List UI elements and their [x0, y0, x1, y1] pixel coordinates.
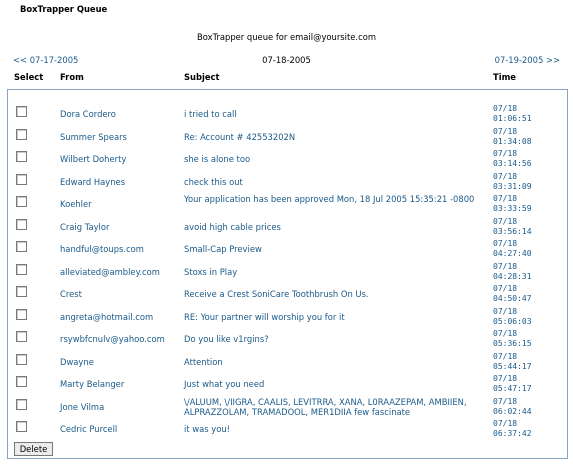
row-select-checkbox[interactable]	[16, 331, 27, 342]
row-date-value: 07/18	[493, 374, 518, 383]
delete-button[interactable]: Delete	[14, 442, 53, 456]
queue-for-label: BoxTrapper queue for email@yoursite.com	[197, 32, 376, 42]
table-row	[8, 170, 567, 192]
row-time-value: 01:34:08	[493, 136, 532, 146]
next-day-link[interactable]: 07-19-2005 >>	[494, 55, 560, 65]
row-from[interactable]: handful@toups.com	[60, 244, 144, 254]
row-from[interactable]: Crest	[60, 289, 82, 299]
row-time	[493, 307, 532, 327]
row-subject[interactable]: \/ALUUM, \/IIGRA, CAALIS, LEVITRRA, XANA, L0RAAZEPAM, AMBIIEN, ALPRAZZOLAM, TRAMADOOL, MER1DIIA few fascinate	[184, 396, 467, 417]
row-subject[interactable]: avoid high cable prices	[184, 221, 281, 232]
table-row	[8, 237, 567, 259]
row-from[interactable]: Marty Belanger	[60, 379, 125, 389]
row-from[interactable]: Jone Vilma	[60, 401, 105, 412]
row-time	[493, 149, 532, 169]
header-select: Select	[14, 72, 44, 82]
row-from[interactable]: Dwayne	[60, 356, 94, 367]
header-subject: Subject	[184, 72, 220, 82]
row-time-value: 04:27:40	[493, 249, 532, 258]
row-from[interactable]: Dora Cordero	[60, 109, 116, 119]
row-time	[493, 284, 532, 304]
row-time	[493, 374, 532, 394]
row-date-value: 07/18	[493, 284, 518, 293]
row-date-value: 07/18	[493, 126, 518, 136]
row-subject[interactable]: she is alone too	[184, 154, 251, 164]
table-row	[8, 125, 567, 147]
table-row	[8, 192, 567, 214]
row-select-checkbox[interactable]	[16, 219, 27, 230]
queue-table	[7, 89, 568, 459]
row-date-value: 07/18	[493, 306, 518, 316]
table-row	[8, 305, 567, 327]
row-select-checkbox[interactable]	[16, 421, 27, 432]
row-subject[interactable]: Attention	[184, 356, 223, 367]
row-time	[493, 172, 532, 192]
row-time	[493, 329, 532, 349]
row-time	[493, 127, 532, 147]
row-time-value: 05:06:03	[493, 316, 532, 326]
row-time	[493, 352, 532, 372]
row-time-value: 03:33:59	[493, 204, 532, 213]
table-row	[8, 395, 567, 417]
row-select-checkbox[interactable]	[16, 399, 27, 410]
row-select-checkbox[interactable]	[16, 129, 27, 140]
row-time-value: 04:28:31	[493, 271, 532, 281]
row-time-value: 03:56:14	[493, 226, 532, 236]
row-date-value: 07/18	[493, 239, 518, 248]
row-select-checkbox[interactable]	[16, 264, 27, 275]
row-select-checkbox[interactable]	[16, 354, 27, 365]
row-subject[interactable]: Re: Account # 42553202N	[184, 131, 296, 142]
row-date-value: 07/18	[493, 104, 518, 113]
row-date-value: 07/18	[493, 171, 518, 181]
row-time	[493, 194, 532, 214]
row-time	[493, 217, 532, 237]
row-subject[interactable]: Your application has been approved Mon, 18 Jul 2005 15:35:21 -0800	[184, 194, 475, 204]
row-subject[interactable]: i tried to call	[184, 109, 237, 119]
row-select-checkbox[interactable]	[16, 241, 27, 252]
row-from[interactable]: Wilbert Doherty	[60, 154, 127, 164]
row-subject[interactable]: Small-Cap Preview	[184, 244, 262, 254]
row-select-checkbox[interactable]	[16, 309, 27, 320]
table-row	[8, 260, 567, 282]
row-time-value: 03:31:09	[493, 181, 532, 191]
row-time-value: 05:47:17	[493, 384, 532, 393]
row-date-value: 07/18	[493, 351, 518, 361]
current-date: 07-18-2005	[262, 55, 311, 65]
row-subject[interactable]: Stoxs in Play	[184, 266, 238, 277]
row-from[interactable]: Cedric Purcell	[60, 424, 118, 434]
row-subject[interactable]: Receive a Crest SoniCare Toothbrush On Us.	[184, 289, 369, 299]
row-date-value: 07/18	[493, 329, 518, 338]
row-time-value: 06:02:44	[493, 406, 532, 416]
row-from[interactable]: Summer Spears	[60, 131, 127, 142]
row-select-checkbox[interactable]	[16, 376, 27, 387]
row-date-value: 07/18	[493, 194, 518, 203]
row-from[interactable]: rsywbfcnulv@yahoo.com	[60, 334, 165, 344]
row-date-value: 07/18	[493, 216, 518, 226]
row-time	[493, 239, 532, 259]
row-time	[493, 397, 532, 417]
row-subject[interactable]: Do you like v1rgins?	[184, 334, 269, 344]
row-select-checkbox[interactable]	[16, 286, 27, 297]
row-subject[interactable]: check this out	[184, 176, 243, 187]
row-date-value: 07/18	[493, 396, 518, 406]
row-time-value: 04:50:47	[493, 294, 532, 303]
table-row	[8, 372, 567, 394]
row-from[interactable]: Craig Taylor	[60, 221, 110, 232]
row-subject[interactable]: Just what you need	[184, 379, 265, 389]
row-time	[493, 419, 532, 439]
header-time: Time	[493, 72, 516, 82]
prev-day-link[interactable]: << 07-17-2005	[13, 55, 79, 65]
header-from: From	[60, 72, 84, 82]
table-row	[8, 350, 567, 372]
row-select-checkbox[interactable]	[16, 106, 27, 117]
row-time-value: 05:44:17	[493, 361, 532, 371]
row-time	[493, 262, 532, 282]
row-subject[interactable]: it was you!	[184, 424, 231, 434]
table-row	[8, 215, 567, 237]
row-select-checkbox[interactable]	[16, 196, 27, 207]
table-row	[8, 417, 567, 439]
row-time-value: 03:14:56	[493, 159, 532, 168]
row-time-value: 06:37:42	[493, 429, 532, 438]
table-row	[8, 147, 567, 169]
table-row	[8, 327, 567, 349]
table-row	[8, 282, 567, 304]
page-title: BoxTrapper Queue	[20, 4, 108, 14]
row-time	[493, 104, 532, 124]
row-from[interactable]: angreta@hotmail.com	[60, 311, 154, 322]
row-select-checkbox[interactable]	[16, 174, 27, 185]
row-date-value: 07/18	[493, 261, 518, 271]
row-time-value: 05:36:15	[493, 339, 532, 348]
row-date-value: 07/18	[493, 419, 518, 428]
row-time-value: 01:06:51	[493, 114, 532, 123]
row-date-value: 07/18	[493, 149, 518, 158]
row-subject[interactable]: RE: Your partner will worship you for it	[184, 311, 345, 322]
row-from[interactable]: alleviated@ambley.com	[60, 266, 160, 277]
row-select-checkbox[interactable]	[16, 151, 27, 162]
row-from[interactable]: Koehler	[60, 199, 92, 209]
table-row	[8, 102, 567, 124]
row-from[interactable]: Edward Haynes	[60, 176, 126, 187]
